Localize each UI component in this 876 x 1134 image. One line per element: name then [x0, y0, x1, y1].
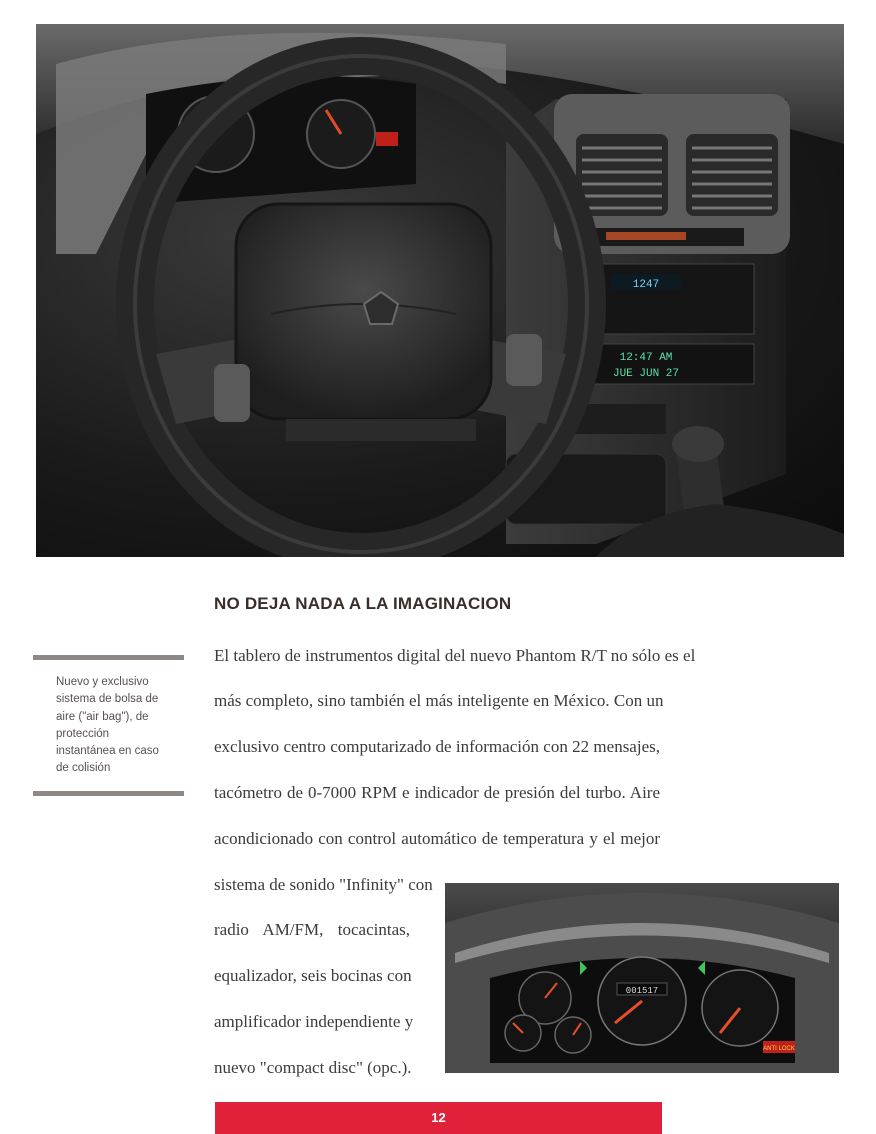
- body-line: acondicionado con control automático de temperatura y el mejor: [214, 829, 660, 848]
- anti-lock-warning-text: ANTI LOCK: [763, 1046, 795, 1052]
- instrument-cluster-photo: [445, 883, 839, 1073]
- caption-line: instantánea en caso: [56, 745, 159, 758]
- caption-line: protección: [56, 727, 110, 740]
- body-line: amplificador independiente y: [214, 1012, 414, 1031]
- caption-line: Nuevo y exclusivo: [56, 676, 149, 688]
- section-heading: NO DEJA NADA A LA IMAGINACION: [214, 594, 512, 613]
- body-line: equalizador, seis bocinas con: [214, 966, 412, 985]
- steering-wheel-illustration: [36, 24, 844, 557]
- clock-display-text: 12:47 AM: [619, 352, 673, 364]
- body-line: exclusivo centro computarizado de información con 22 mensajes,: [214, 737, 660, 756]
- caption-line: sistema de bolsa de: [56, 693, 159, 706]
- radio-display-text: 1247: [632, 279, 660, 291]
- body-line: radio AM/FM, tocacintas,: [214, 920, 410, 939]
- body-line: nuevo "compact disc" (opc.).: [214, 1058, 412, 1077]
- page-number-bar: [215, 1102, 662, 1134]
- date-display-text: JUE JUN 27: [612, 368, 680, 380]
- body-line: El tablero de instrumentos digital del nuevo Phantom R/T no sólo es el: [214, 646, 696, 665]
- body-line: tacómetro de 0-7000 RPM e indicador de presión del turbo. Aire: [214, 783, 660, 802]
- body-line: sistema de sonido "Infinity" con: [214, 875, 433, 894]
- sidebar-bottom-rule: [33, 791, 184, 796]
- instrument-cluster-illustration: [445, 883, 839, 1073]
- sidebar-caption: [56, 674, 184, 778]
- body-line: más completo, sino también el más inteligente en México. Con un: [214, 691, 664, 710]
- steering-wheel-photo: [36, 24, 844, 557]
- odometer-text: 001517: [625, 986, 659, 996]
- page-number: 12: [431, 1110, 446, 1125]
- caption-line: aire ("air bag"), de: [56, 710, 149, 723]
- caption-line: de colisión: [56, 762, 111, 775]
- sidebar-top-rule: [33, 655, 184, 660]
